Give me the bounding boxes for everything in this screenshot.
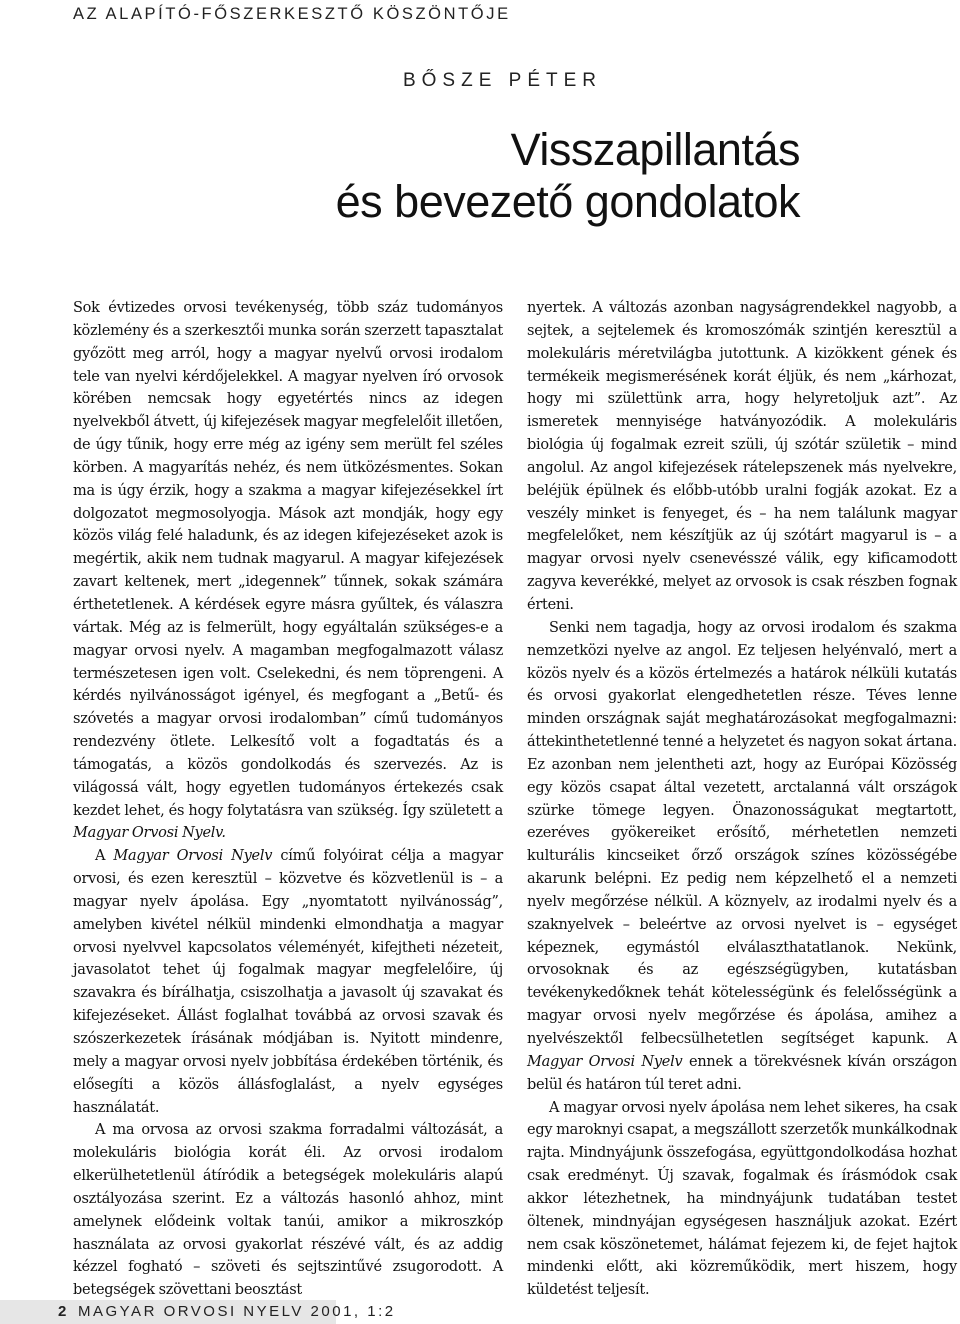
article-title (336, 124, 800, 228)
paragraph: A ma orvosa az orvosi szakma forradalmi változását, a molekuláris biológia korát éli. Az orvosi irodalom elkerülhetetlenül átíródik a betegségek molekuláris alapú osztályozása szerint. Ez a változás hasonló ahhoz, mint amelynek elődeink voltak tanúi, amikor a mikroszkóp használata az orvosi gyakorlat részévé vált, és az addig kézzel fogható – szöveti és sejtszintűvé zsugorodott. A betegségek szövettani beosztást (73, 1122, 503, 1299)
paragraph: A magyar orvosi nyelv ápolása nem lehet sikeres, ha csak egy maroknyi csapat, a megszállott szerzetők munkálkodnak rajta. Mindnyájunk összefogása, együttgondolkodása hozhat csak eredményt. Új szavak, fogalmak és írásmódok csak akkor létezhetnek, ha mindnyájunk tudatában testet öltenek, mindnyájan egységesen használjuk azokat. Ezért nem csak köszönetemet, hálámat fejezem ki, de fejet hajtok mindenki előtt, aki közreműködik, mert hiszem, hogy küldetést teljesít. (527, 1099, 957, 1299)
paragraph (73, 845, 503, 1119)
paragraph-text: A (95, 848, 106, 865)
page-footer (0, 1300, 396, 1324)
left-column (73, 297, 503, 1302)
paragraph (73, 297, 503, 845)
section-label: AZ ALAPÍTÓ-FŐSZERKESZTŐ KÖSZÖNTŐJE (73, 5, 511, 23)
journal-name-italic: Magyar Orvosi Nyelv (527, 1053, 683, 1070)
paragraph-text: című folyóirat célja a magyar orvosi, és ezen keresztül – közvetve és közvetlenül is – a magyar nyelv ápolása. Egy „nyomtatott nyilvánosság”, amelyben kivétel nélkül mindenki elmondhatja a magyar orvosi nyelvvel kapcsolatos véleményét, kifejtheti nézeteit, javasolatot tehet új fogalmak magyar megfelelőire, új szavakra és bírálhatja, csiszolhatja a javasolt új szavakat és kifejezéseket. Állást foglalhat továbbá az orvosi szavak és szószerkezetek írásának módjában is. Nyitott mindenre, mely a magyar orvosi nyelv jobbítása érdekében történik, és elősegíti a közös állásfoglalást, a nyelv egységes használatát. (73, 848, 503, 1116)
journal-name-italic: Magyar Orvosi Nyelv (113, 848, 273, 865)
journal-citation: MAGYAR ORVOSI NYELV 2001, 1:2 (78, 1303, 396, 1320)
title-line-2: és bevezető gondolatok (335, 176, 800, 227)
author-name: BŐSZE PÉTER (402, 70, 602, 91)
paragraph: nyertek. A változás azonban nagyságrendekkel nagyobb, a sejtek, a sejtelemek és kromoszómák szintjén keresztül a molekuláris méretvilágba jutottunk. A kizökkent gének és termékeik megismerésének korát éljük, és nem „kárhozat, hogy mi születtünk arra, hogy helyretoljuk azt”. Az ismeretek mennyisége hatványozódik. A molekuláris biológia új fogalmak ezreit szüli, új szótár születik – mind angolul. Az angol kifejezések rátelepszenek más nyelvekre, beléjük épülnek és előbb-utóbb uralni fogják azokat. Ez a veszély minket is fenyeget, és – ha nem találunk magyar megfelelőket, nem készítjük az új szótárt magyarul is – a magyar orvosi nyelv csenevésszé válik, egy kificamodott zagyva keverékké, melyet az orvosok is csak részben fognak érteni. (527, 300, 957, 613)
paragraph-text: ennek a törekvésnek kíván országon belül és határon túl teret adni. (527, 1053, 957, 1093)
journal-name-italic: Magyar Orvosi Nyelv. (73, 825, 226, 842)
paragraph (527, 617, 957, 1097)
title-line-1: Visszapillantás (510, 124, 800, 175)
page-number: 2 (58, 1303, 67, 1320)
paragraph-text: Sok évtizedes orvosi tevékenység, több száz tudományos közlemény és a szerkesztői munka során szerzett tapasztalat győzött meg arról, hogy a magyar nyelvű orvosi irodalom tele van nyelvi kérdőjelekkel. A magyar nyelven író orvosok körében nemcsak hogy egyetértés nincs az idegen nyelvekből átvett, új kifejezések magyar megfelelőit illetően, de úgy tűnik, hogy erre még az igény sem merült fel széles körben. A magyarítás nehéz, és nem ütközésmentes. Sokan ma is úgy érzik, hogy a szakma a magyar kifejezésekkel írt dolgozatot megmosolyogja. Mások azt mondják, hogy egy közös világ felé haladunk, és az idegen kifejezéseket azok is megértik, akik nem tudnak magyarul. A magyar kifejezések zavart keltenek, mert „idegennek” tűnnek, sokak számára érthetetlenek. A kérdések egyre másra gyűltek, és válaszra vártak. Még az is felmerült, hogy egyáltalán szükséges-e a magyar orvosi nyelv. A magamban megfogalmazott válasz természetesen igen volt. Cselekedni, és nem töprengeni. A kérdés nyilvánosságot igényel, és megfogant a „Betű- és szóvetés a magyar orvosi irodalomban” című tudományos rendezvény ötlete. Lelkesítő volt a fogadtatás és a támogatás, a közös gondolkodás és szervezés. Az is világossá vált, hogy egyetlen tudományos értekezés csak kezdet lehet, és hogy folytatásra van szükség. Így született a (73, 300, 503, 819)
right-column (527, 297, 957, 1302)
paragraph-text: Senki nem tagadja, hogy az orvosi irodalom és szakma nemzetközi nyelve az angol. Ez teljesen helyénvaló, mert a közös nyelv és a közös értelmezés a határok nélküli kutatás és orvosi gyakorlat elengedhetetlen része. Téves lenne minden országnak saját meghatározásokat megfogalmazni: áttekinthetetlenné tenné a helyzetet és nagyon sokat ártana. Ez azonban nem jelentheti azt, hogy az Európai Közösség egy közös csapat által vezetett, arctalanná vált országok szürke tömege legyen. Önazonosságukat megtartott, ezeréves gyökereiket erősítő, mérhetetlen nemzeti kulturális kincseiket őrző országok színes közösségébe akarunk belépni. Ez pedig nem képzelhető el a nemzeti nyelv megőrzése nélkül. A köznyelv, az irodalmi nyelv és a szaknyelvek – beleértve az orvosi nyelvet is – egységet képeznek, egymástól elválaszthatatlanok. Nekünk, orvosoknak és az egészségügyben, kutatásban tevékenykedőknek tehát kötelességünk és felelősségünk a magyar orvosi nyelv megőrzése és ápolása, amihez a nyelvészektől felbecsülhetetlen segítséget kapunk. A (527, 619, 957, 1047)
